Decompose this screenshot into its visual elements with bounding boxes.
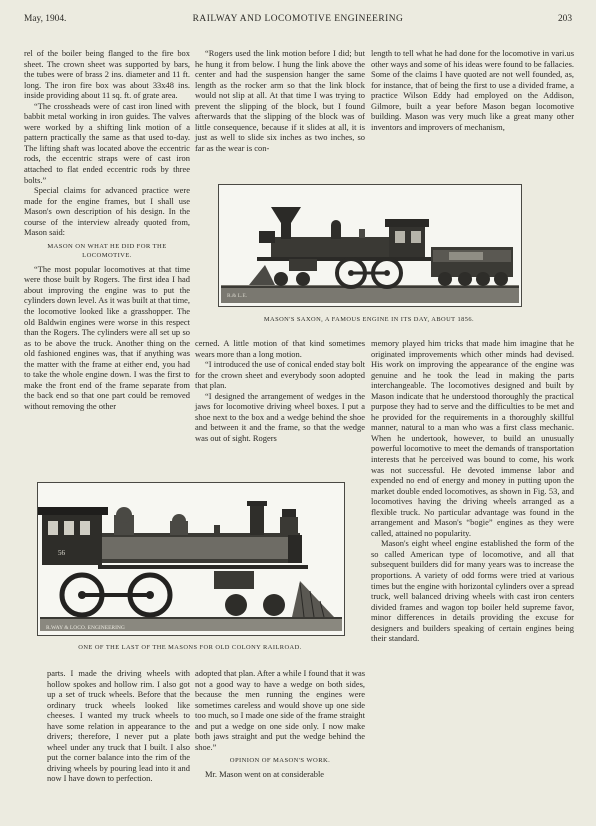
section-heading: MASON ON WHAT HE DID FOR THE LOCOMOTIVE.: [47, 242, 167, 259]
plate-credit: R.WAY & LOCO. ENGINEERING: [46, 625, 125, 631]
locomotive-illustration: [219, 185, 521, 306]
paragraph: rel of the boiler being flanged to the fire box sheet. The crown sheet was supported by bars, the tubes were of brass 2 ins. diameter and 11 ft. long. The iron fire box was about 33x48 ins. inside providing about 11 sq. ft. of grate area.: [24, 48, 190, 101]
section-heading: OPINION OF MASON'S WORK.: [229, 757, 331, 765]
locomotive-illustration: [38, 483, 344, 635]
paragraph: length to tell what he had done for the locomotive in vari.us other ways and some of his ideas were found to be fallacies. Some of the claims I have quoted are not well founded, as, for instance, that of being the first to use a divided frame, a practice Wilson Eddy had employed on the Addison, Gilmore, built a year before Mason began locomotive building. Mason was very much like a great many other inventors and improvers of mechanism,: [371, 48, 574, 132]
plate-credit: R.& L.E.: [227, 293, 248, 299]
column-2-middle: [195, 338, 365, 443]
page-header: [24, 14, 572, 28]
paragraph: cerned. A little motion of that kind sometimes wears more than a long motion.: [195, 338, 365, 359]
figure-saxon-locomotive: [218, 184, 522, 307]
header-title: RAILWAY AND LOCOMOTIVE ENGINEERING: [192, 14, 404, 24]
figure-2-caption: ONE OF THE LAST OF THE MASONS FOR OLD COLONY RAILROAD.: [78, 644, 302, 651]
paragraph: memory played him tricks that made him imagine that he originated improvements which other minds had devised. His work on improving the appearance of the engine was genuine and he took the lead in making the parts interchangeable. The locomotives designed and built by Mason indicate that he understood thoroughly the practical purpose they had to serve and the difficulties to be met and he provided for the requirements in a thoroughly skillful manner, natural to a man who was a first class mechanic. When he undertook, however, to build an unusually powerful locomotive to meet the demands of transportation interests that he perceived was bound to come, his work was not successful. He devoted immense labor and expended no end of energy and money in putting upon the market double ended locomotives, as shown in Fig. 53, and locomotives having the driving wheels arranged as a flexible truck. No particular advantage was found in the arrangement and Mason's “bogie” engines as they were called, attained no popularity.: [371, 338, 574, 538]
paragraph: “I designed the arrangement of wedges in the jaws for locomotive driving wheel boxes. I put a shoe next to the box and a wedge behind the shoe and between it and the frame, so that the wedge was out of sight. Rogers: [195, 390, 365, 443]
column-1-top: [24, 48, 190, 412]
paragraph: Special claims for advanced practice were made for the engine frames, but I shall use Mason's own description of his design. In the course of the interview already quoted from, Mason said:: [24, 185, 190, 238]
paragraph: Mr. Mason went on at considerable: [205, 769, 325, 780]
column-1-bottom: [47, 668, 190, 784]
paragraph: “Rogers used the link motion before I did; but he hung it from below. I hung the link above the center and had the suspension hanger the same length as the rocker arm so that the link block would not slip at all. At that time I was trying to prevent the slipping of the block, but I found afterwards that the slipping of the block was of little consequence, because if it slides at all, it is just as well to slide six inches as two inches, so far as the wear is con-: [195, 48, 365, 153]
figure-old-colony-locomotive: [37, 482, 345, 636]
paragraph: adopted that plan. After a while I found that it was not a good way to have a wedge on both sides, because the men running the engines were sometimes careless and would shove up one side too much, so I made one side of the frame straight and put a wedge on one side only. I now make both jaws straight and put the wedge behind the shoe.”: [195, 668, 365, 752]
header-page-number: 203: [557, 14, 572, 24]
column-3-top: [371, 48, 574, 132]
column-2-bottom: [195, 668, 365, 780]
paragraph: “The most popular locomotives at that time were those built by Rogers. The first idea I had about improving the engine was to put the cylinders down level. As it was built at that time, the locomotive looked like a grasshopper. The old Baldwin engines were worse in this respect than the Rogers. The cylinders were all set up so as to be above the truck. Another thing on the old fashioned engines was, that if anything was the matter with the frame at either end, you had to take the whole engine down. I was the first to make the front end of the frame separate from the back end so that one part could be removed without removing the other: [24, 263, 190, 411]
paragraph: “I introduced the use of conical ended stay bolt for the crown sheet and everybody soon adopted that plan.: [195, 359, 365, 391]
column-2-top: [195, 48, 365, 153]
header-date: May, 1904.: [24, 14, 67, 24]
figure-1-caption: MASON'S SAXON, A FAMOUS ENGINE IN ITS DAY, ABOUT 1856.: [263, 316, 475, 323]
paragraph: parts. I made the driving wheels with hollow spokes and hollow rim. I also got up a set of truck wheels. Before that the ordinary truck wheels looked like cheeses. I wanted my truck wheels to have some relation in appearance to the drivers; therefore, I never put a plate wheel under any truck that I built. I also put the corner balance into the rim of the driving wheels by pouring lead into it and now I have down to perfection.: [47, 668, 190, 784]
column-3-middle: [371, 338, 574, 644]
engine-number: 56: [58, 549, 65, 557]
paragraph: Mason's eight wheel engine established the form of the so called American type of locomotive, and all that subsequent builders did for many years was to increase the proportions. A variety of odd forms were tried at various times but the engine with horizontal cylinders over a spread truck, well balanced driving wheels with cast iron centers divided frames and wagon top boiler held supreme favor, minor differences in details providing the excuse for designers and builders speaking of certain engines being their standard.: [371, 538, 574, 644]
paragraph: “The crossheads were of cast iron lined with babbit metal working in iron guides. The valves were worked by a shifting link motion of a pattern practically the same as that used to-day. The lifting shaft was located above the eccentric rods, the eccentric straps were of cast iron attached to flat ended eccentric rods by three bolts.”: [24, 100, 190, 185]
